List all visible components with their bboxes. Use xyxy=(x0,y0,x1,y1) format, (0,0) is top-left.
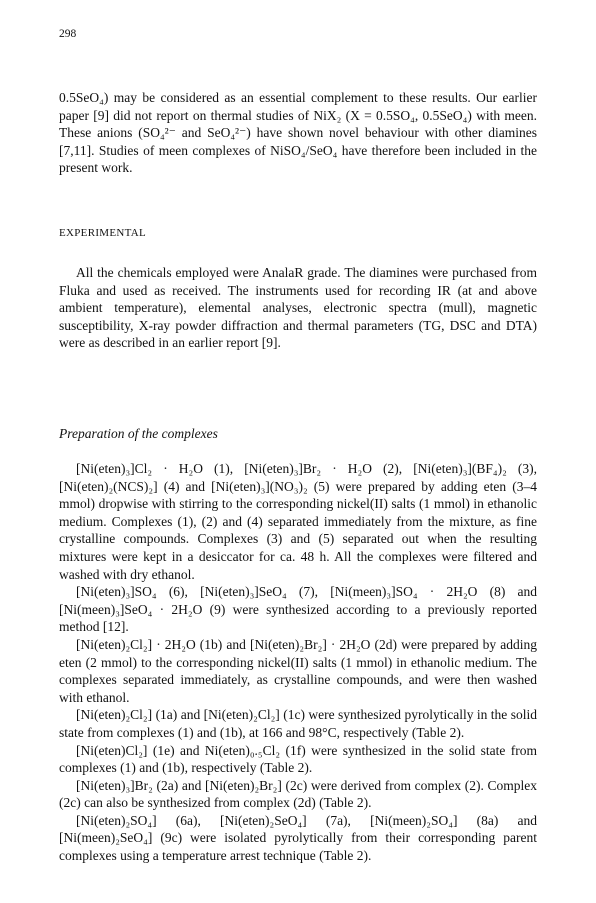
preparation-paragraph-2: [Ni(eten)₃]SO₄ (6), [Ni(eten)₃]SeO₄ (7), [Ni(meen)₃]SO₄ · 2H₂O (8) and [Ni(meen)₃]SeO₄ · 2H₂O (9) were synthesized according to a previously reported method [12]. xyxy=(59,584,537,635)
preparation-section xyxy=(59,460,537,865)
preparation-paragraph-3: [Ni(eten)₂Cl₂] · 2H₂O (1b) and [Ni(eten)₂Br₂] · 2H₂O (2d) were prepared by adding eten (2 mmol) to the corresponding nickel(II) salts (1 mmol) in ethanolic medium. The complexes separated immediately, as crystalline compounds, and were then washed with ethanol. xyxy=(59,636,537,705)
experimental-section xyxy=(59,264,537,352)
experimental-paragraph: All the chemicals employed were AnalaR grade. The diamines were purchased from Fluka and used as received. The instruments used for recording IR (at and above ambient temperature), elemental analyses, electronic spectra (mull), magnetic susceptibility, X-ray powder diffraction and thermal parameters (TG, DSC and DTA) were as described in an earlier report [9]. xyxy=(59,265,537,351)
subsection-heading: Preparation of the complexes xyxy=(59,426,218,441)
preparation-paragraph-5: [Ni(eten)Cl₂] (1e) and Ni(eten)₀.₅Cl₂ (1f) were synthesized in the solid state from complexes (1) and (1b), respectively (Table 2). xyxy=(59,742,537,776)
preparation-paragraph-1: [Ni(eten)₃]Cl₂ · H₂O (1), [Ni(eten)₃]Br₂ · H₂O (2), [Ni(eten)₃](BF₄)₂ (3), [Ni(eten)₂(NCS)₂] (4) and [Ni(eten)₃](NO₃)₂ (5) were prepared by adding eten (3–4 mmol) dropwise with stirring to the corresponding nickel(II) salts (1 mmol) in ethanolic medium. Complexes (1), (2) and (4) separated immediately from the mixture, as fine crystalline compounds. Complexes (3) and (5) separated out when the resulting mixtures were kept in a desiccator for ca. 48 h. All the complexes were filtered and washed with dry ethanol. xyxy=(59,461,537,582)
preparation-paragraph-4: [Ni(eten)₂Cl₂] (1a) and [Ni(eten)₂Cl₂] (1c) were synthesized pyrolytically in the solid state from complexes (1) and (1b), at 166 and 98°C, respectively (Table 2). xyxy=(59,707,537,740)
page-number: 298 xyxy=(59,28,77,40)
section-heading: EXPERIMENTAL xyxy=(59,227,147,239)
preparation-paragraph-7: [Ni(eten)₂SO₄] (6a), [Ni(eten)₂SeO₄] (7a), [Ni(meen)₂SO₄] (8a) and [Ni(meen)₂SeO₄] (9c) were isolated pyrolytically from their corresponding parent complexes using a temperature arrest technique (Table 2). xyxy=(59,812,537,864)
intro-paragraph xyxy=(59,89,537,177)
intro-text: 0.5SeO₄) may be considered as an essential complement to these results. Our earlier paper [9] did not report on thermal studies of NiX₂ (X = 0.5SO₄, 0.5SeO₄) with meen. These anions (SO₄²⁻ and SeO₄²⁻) have shown novel behaviour with other diamines [7,11]. Studies of meen complexes of NiSO₄/SeO₄ have therefore been included in the present work. xyxy=(59,90,537,176)
preparation-paragraph-6: [Ni(eten)₃]Br₂ (2a) and [Ni(eten)₂Br₂] (2c) were derived from complex (2). Complex (2c) can also be synthesized from complex (2d) (Table 2). xyxy=(59,777,537,811)
